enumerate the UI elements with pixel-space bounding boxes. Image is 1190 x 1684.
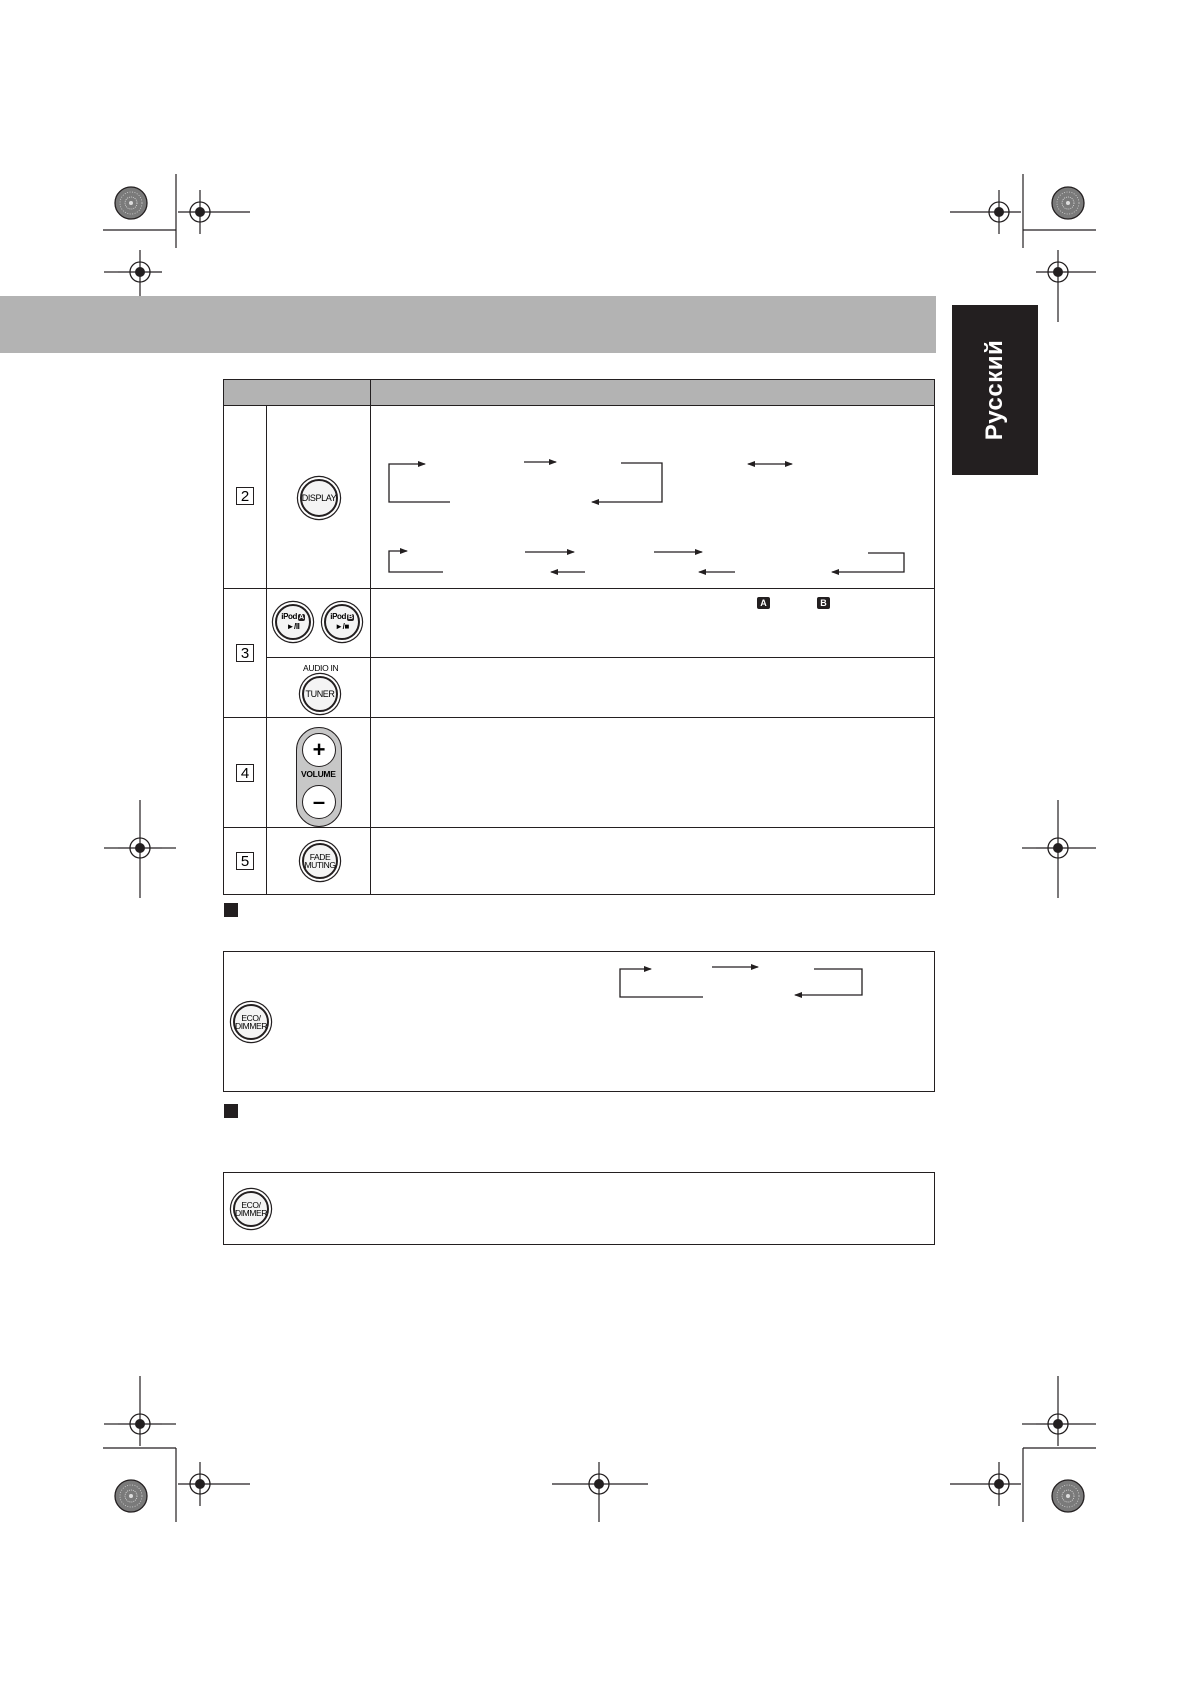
row-number: 4 xyxy=(236,764,254,782)
audio-in-label: AUDIO IN xyxy=(303,663,339,673)
volume-up-button[interactable]: + xyxy=(302,733,336,767)
table-header-row xyxy=(223,379,935,406)
volume-label: VOLUME xyxy=(301,769,336,779)
section-marker xyxy=(224,903,238,917)
language-tab xyxy=(952,305,1038,475)
row-number: 2 xyxy=(236,487,254,505)
eco-label: ECO/ xyxy=(241,1012,261,1023)
volume-down-button[interactable]: – xyxy=(302,785,336,819)
table-divider xyxy=(370,379,371,895)
table-divider xyxy=(266,406,267,895)
section-marker xyxy=(224,1104,238,1118)
display-button[interactable]: DISPLAY xyxy=(300,479,338,517)
ipod-b-play-stop-button[interactable] xyxy=(324,604,360,640)
eco-dimmer-button[interactable] xyxy=(233,1191,269,1227)
source-b-mark: B xyxy=(817,597,830,609)
dimmer-label: DIMMER xyxy=(234,1021,268,1031)
eco-label: ECO/ xyxy=(241,1199,261,1210)
eco-dimmer-box xyxy=(223,1172,935,1245)
table-divider xyxy=(223,588,935,589)
ipod-b-badge: B xyxy=(348,614,353,621)
fade-label: FADE xyxy=(309,851,331,862)
language-label: Русский xyxy=(981,339,1008,441)
muting-label: MUTING xyxy=(304,860,336,870)
display-cycle-diagram xyxy=(380,445,940,585)
play-stop-symbol: ►/■ xyxy=(335,622,349,631)
ipod-label: iPod xyxy=(281,612,298,621)
table-divider xyxy=(223,717,935,718)
fade-muting-button[interactable] xyxy=(302,843,338,879)
dimmer-cycle-diagram xyxy=(615,955,875,1005)
row-number: 3 xyxy=(236,644,254,662)
ipod-a-badge: A xyxy=(299,614,304,621)
ipod-label: iPod xyxy=(330,612,347,621)
row-number: 5 xyxy=(236,852,254,870)
header-band xyxy=(0,296,936,353)
ipod-a-play-pause-button[interactable] xyxy=(275,604,311,640)
dimmer-label: DIMMER xyxy=(234,1208,268,1218)
table-divider xyxy=(223,827,935,828)
table-divider xyxy=(266,657,935,658)
play-pause-symbol: ►/II xyxy=(286,622,300,631)
eco-dimmer-button[interactable] xyxy=(233,1004,269,1040)
tuner-button[interactable]: TUNER xyxy=(302,676,338,712)
source-a-mark: A xyxy=(757,597,770,609)
